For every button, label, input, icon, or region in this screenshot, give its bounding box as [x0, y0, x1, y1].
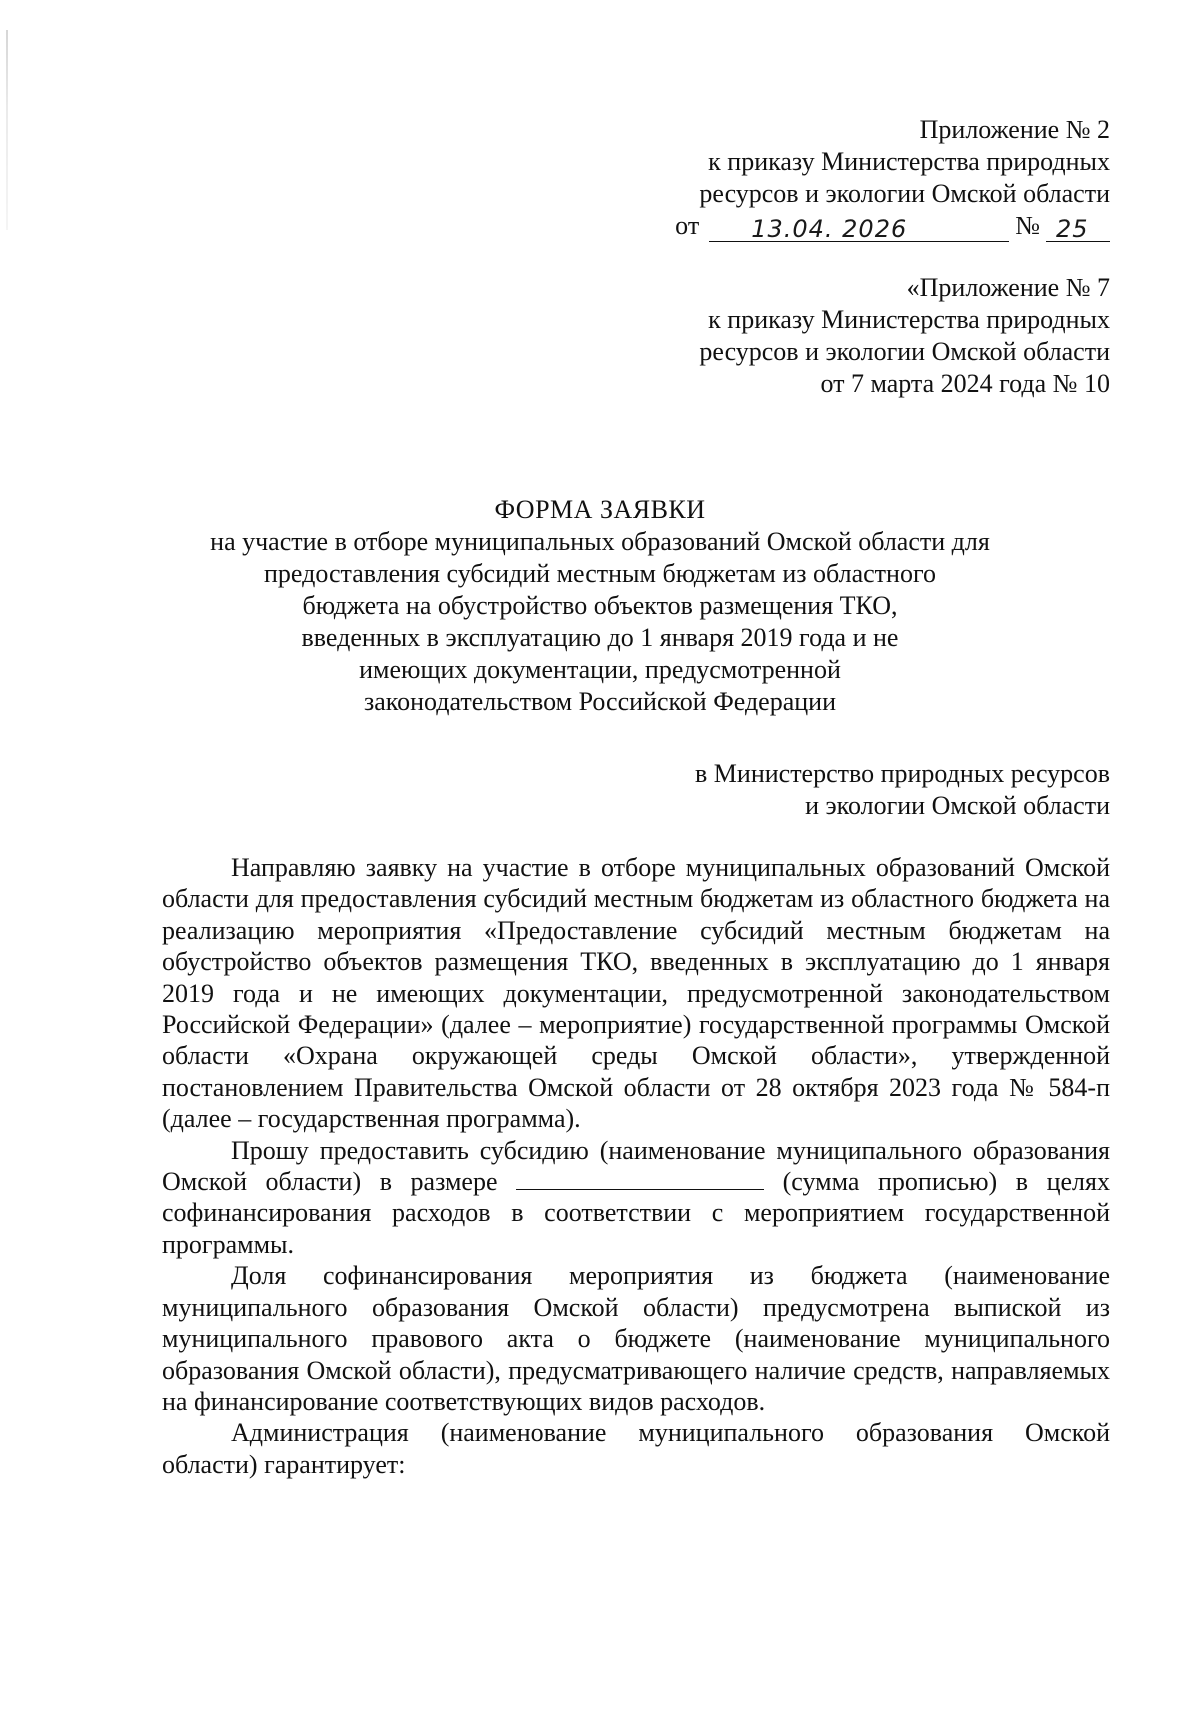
- paragraph-guarantee: Администрация (наименование муниципального образования Омской области) гарантирует:: [162, 1418, 1110, 1479]
- appendix-line-2: к приказу Министерства природных: [708, 147, 1110, 176]
- number-fill-line: [1046, 215, 1110, 242]
- date-fill-line: [709, 215, 1009, 242]
- addressee-line-1: в Министерство природных ресурсов: [695, 759, 1110, 788]
- addressee-line-2: и экологии Омской области: [805, 791, 1110, 820]
- date-prefix: от: [675, 211, 700, 240]
- title-line: законодательством Российской Федерации: [364, 687, 836, 716]
- request-text-2: (сумма прописью) в целях софинансирования расходов в соответствии с мероприятием государственной программы.: [162, 1167, 1110, 1259]
- handwritten-number: 25: [1056, 215, 1089, 243]
- number-prefix: №: [1015, 211, 1040, 240]
- appendix-line-1: Приложение № 2: [919, 115, 1110, 144]
- quoted-appendix-header: [699, 272, 1110, 400]
- appendix-header: [675, 114, 1110, 242]
- quoted-line-2: к приказу Министерства природных: [708, 305, 1110, 334]
- document-body: [162, 852, 1110, 1480]
- title-line: введенных в эксплуатацию до 1 января 2019 года и не: [301, 623, 899, 652]
- scan-edge-artifact: [6, 30, 8, 230]
- paragraph-application: Направляю заявку на участие в отборе муниципальных образований Омской области для предоставления субсидий местным бюджетам из областного бюджета на реализацию мероприятия «Предоставление субсидий местным бюджетам на обустройство объектов размещения ТКО, введенных в эксплуатацию до 1 января 2019 года и не имеющих документации, предусмотренной законодательством Российской Федерации» (далее – мероприятие) государственной программы Омской области «Охрана окружающей среды Омской области», утвержденной постановлением Правительства Омской области от 28 октября 2023 года № 584-п (далее – государственная программа).: [162, 853, 1110, 1134]
- handwritten-date: 13.04. 2026: [751, 215, 908, 243]
- appendix-line-3: ресурсов и экологии Омской области: [699, 179, 1110, 208]
- request-text-1: Прошу предоставить субсидию (наименование муниципального образования Омской области) в размере: [162, 1135, 1110, 1197]
- addressee: [695, 758, 1110, 822]
- quoted-line-4: от 7 марта 2024 года № 10: [820, 369, 1110, 398]
- form-title: [130, 494, 1070, 718]
- quoted-line-1: «Приложение № 7: [906, 273, 1110, 302]
- title-line: предоставления субсидий местным бюджетам из областного: [264, 559, 936, 588]
- quoted-line-3: ресурсов и экологии Омской области: [699, 337, 1110, 366]
- paragraph-request: [162, 1135, 1110, 1261]
- paragraph-cofinancing: Доля софинансирования мероприятия из бюджета (наименование муниципального образования Омской области) предусмотрена выпиской из муниципального правового акта о бюджете (наименование муниципального образования Омской области), предусматривающего наличие средств, направляемых на финансирование соответствующих видов расходов.: [162, 1261, 1110, 1416]
- title-line: на участие в отборе муниципальных образований Омской области для: [210, 527, 990, 556]
- appendix-date-line: [675, 210, 1110, 242]
- amount-blank-line: [516, 1169, 764, 1190]
- title-line: бюджета на обустройство объектов размещения ТКО,: [302, 591, 898, 620]
- form-heading: ФОРМА ЗАЯВКИ: [494, 495, 706, 524]
- title-line: имеющих документации, предусмотренной: [359, 655, 841, 684]
